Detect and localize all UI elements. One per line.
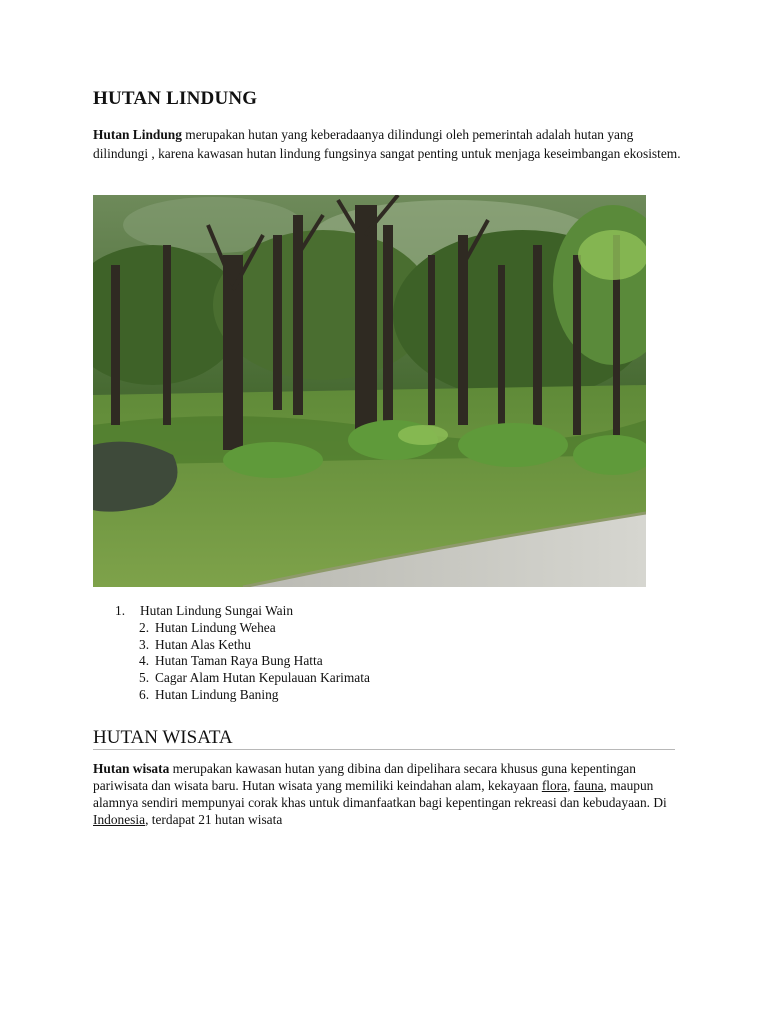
paragraph-hutan-lindung xyxy=(93,125,683,163)
list-item xyxy=(115,620,370,637)
list-item-text: Hutan Lindung Sungai Wain xyxy=(140,603,294,618)
list-item-number: 3. xyxy=(139,636,150,652)
list-item-text: Hutan Lindung Baning xyxy=(155,686,279,702)
heading-hutan-wisata: HUTAN WISATA xyxy=(93,727,233,748)
list-item xyxy=(115,687,370,704)
list-item xyxy=(115,653,370,670)
paragraph-hutan-wisata-text-a: merupakan kawasan hutan yang dibina dan dipelihara secara khusus guna kepentingan pariwisata dan wisata baru. Hutan wisata yang memiliki keindahan alam, kekayaan xyxy=(93,761,636,793)
paragraph-hutan-wisata-text-c: , terdapat 21 hutan wisata xyxy=(145,812,283,827)
list-item xyxy=(115,603,370,620)
list-item-number: 1. xyxy=(115,603,126,618)
link-indonesia[interactable]: Indonesia xyxy=(93,812,146,827)
list-item xyxy=(115,670,370,687)
paragraph-hutan-lindung-text: merupakan hutan yang keberadaanya dilindungi oleh pemerintah adalah hutan yang dilindungi , karena kawasan hutan lindung fungsinya sangat penting untuk menjaga keseimbangan ekosistem. xyxy=(93,127,681,161)
heading-underline xyxy=(93,749,675,750)
list-item-text: Cagar Alam Hutan Kepulauan Karimata xyxy=(155,670,370,686)
list-item xyxy=(115,637,370,654)
separator-comma: , xyxy=(567,778,574,793)
forest-photo-illustration xyxy=(93,195,646,587)
forest-photo xyxy=(93,195,646,587)
link-fauna[interactable]: fauna xyxy=(573,778,604,793)
link-flora[interactable]: flora xyxy=(541,778,568,793)
list-item-number: 2. xyxy=(139,619,150,635)
list-item-text: Hutan Lindung Wehea xyxy=(155,619,276,635)
list-item-number: 5. xyxy=(139,670,150,686)
list-item-text: Hutan Alas Kethu xyxy=(155,636,251,652)
list-item-number: 4. xyxy=(139,653,150,669)
paragraph-hutan-wisata-text-b: , maupun alamnya sendiri mempunyai corak khas untuk dimanfaatkan bagi kepentingan rekreasi dan kebudayaan. Di xyxy=(93,778,667,810)
forest-list xyxy=(115,603,370,704)
term-hutan-wisata: Hutan wisata xyxy=(93,761,170,776)
list-item-number: 6. xyxy=(139,686,150,702)
list-item-text: Hutan Taman Raya Bung Hatta xyxy=(155,653,323,669)
term-hutan-lindung: Hutan Lindung xyxy=(93,127,182,142)
heading-hutan-lindung: HUTAN LINDUNG xyxy=(93,88,258,109)
paragraph-hutan-wisata xyxy=(93,760,683,828)
